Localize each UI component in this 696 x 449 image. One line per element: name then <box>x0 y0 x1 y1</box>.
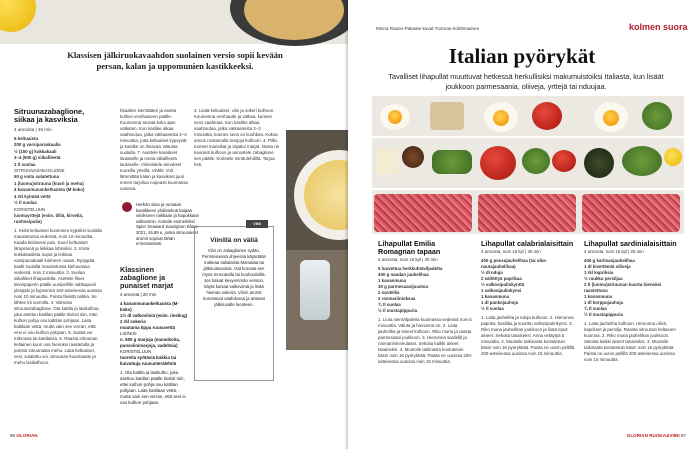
recipe-title: Sitruunazabaglione, siikaa ja kasviksia <box>14 107 85 125</box>
wine-tip: Herkän siian ja runsaan kastikkeen yhdistelmä kaipaa viinikseen raikkaan ja hapokkaan valkoviinin. Kokeile esimerkiksi Spier Seaward Sauvignon Blanc 2021, 16,89 e, jonka sitruunaiset aromit sopivat tähän erinomaisesti. <box>136 202 200 247</box>
ingredient: 1½ dl valkoviiniä (esim. riesling) <box>120 313 188 318</box>
ingredient: 1 dl pankojauhoja <box>481 300 519 306</box>
parmesan-image <box>376 148 398 174</box>
recipe-klassinen-zabaglione <box>120 266 188 406</box>
minced-pork-image <box>478 194 576 232</box>
page-number: 97 <box>680 433 686 438</box>
ingredient: 5 luuvettua herkkuhtävilpaletta <box>378 266 443 272</box>
article-lead: Tavalliset lihapullat muuttuvat hetkessä herkullisiksi makumuistoiksi Italiasta, kun lisäät joukkoon parmesaania, oliiveja, yrttejä tai nduujaa. <box>388 72 664 91</box>
recipe-steps-continued: 3. Lisää keltuaiset, viini ja sokeri kulhoon. Kuumenna vesihaude ja vatkaa, kunnes seos vaahtoaa. Kun kastike alkaa vaahtoutua, jatka vatkaamista 2–3 minuuttia, kunnes seos on kuohkea. Kokoa annos nostamalla marjoja kulhoon. 4. Pilko tuoreet mansikat ja viipaloi marjat. Nosta ne kauniisti kulhoon ja annostele zabaglione sen päälle. Koristele minttulehdillä. Tarjoa heti. <box>194 108 280 167</box>
ingredient: 1 kananmuna <box>584 294 613 300</box>
ingredient: 1 valkosipulinkynsi <box>481 288 522 294</box>
ingredient: 30 g parmesaanijuustoa <box>378 284 429 290</box>
recipe-steps-continued: hitaallen kierrättäen ja asetta kulhon vesihauteen päälle. Kuumenna seosta koko ajan vatkaten. Kun kastike alkaa vaahtoutua, jatka vatkaamista 2–3 minuuttia, jotta keltuaiset kypsyvät ja kastike on ilmavaa. Mausta suolalla. 7. Asettele kasvikset lautaselle ja nosta siikafileetä lautaselle. Viimeistele annokset tuoreilla yrteillä. Vinkki: Voit lämmittää kalan ja kasvikset juuri ennen tarjoilua nopeasti kuumassa uunissa. <box>120 108 188 191</box>
yolk-image <box>603 110 619 126</box>
ingredient: 4 rkl kylmää vettä <box>14 193 51 199</box>
ingredient: ½ (150 g) kukkakaali <box>14 148 57 154</box>
minced-beef-image <box>374 194 472 232</box>
recipe-meta: 4 annosta, noin 16 kpl | 25 min <box>584 249 644 255</box>
wine-icon <box>122 202 132 212</box>
tip-text: Viini on zabaglionen sydän. Perinteisessä ohjeessa käytetään makeaa italialaista Marsalaa tai jälkiruokaviiniä. Voit korvata sen myös moscatolla tai kuohuviinillä. Jos haluat kevyemmän version, käytä kuivaa valkoviiniä ja lisää hieman sokeria. Viinin aromit korostuvat vaahdossa ja antavat jälkiruoalle luonteen. <box>201 248 266 307</box>
ingredient: ½ ruukku persiljaa <box>584 276 623 282</box>
recipe-meta: 4 annosta | 45 min <box>14 126 52 132</box>
ingredient: tuoreita syötäviä kukkia tai kuivattuja ruusunterälehtiä <box>120 355 177 366</box>
magazine-name: GLORIAN RUOKA&VIINI <box>626 433 680 438</box>
dessert-photo <box>286 130 348 350</box>
yolk-image <box>493 110 509 126</box>
ingredient: 400 g naudan jauhelihaa <box>378 272 429 278</box>
ingredient: ½ dl nduja <box>481 270 503 276</box>
tip-tag: VINI <box>246 220 268 228</box>
recipe-continuation-col3 <box>194 108 280 170</box>
ingredient-heading: LISÄKSI <box>120 331 137 336</box>
tip-box <box>194 226 274 381</box>
recipe-steps: 1. Keitä keltuaiset kuorineen kypsiksi suolalla maustetussa vedessä, noin 10 minuuttia. Kaada keitinvesi pois. Kuori keltuaiset lämpiminä ja leikkaa lohkoiksi. 2. Irrota kukkakaalista nuput ja leikkaa varsiparsakaali kotineen osaan. Ryöppää kaalit suolalla maustetussa kiehuvassa vedessä, noin 2 minuuttia. 3. Suolaa siikafileet lihapuolelta. Asettele fileet leivinpaperin päälle uunipellille nahkapuoli ylöspäin ja kypsennä 160-asteisessa uunissa noin 10 minuuttia. Poista fileistä nahka. Se lähtee irti sormilla. 4. Valmista sitruunazabaglione. Ota kattila ja lasikulhoa, joka asettuu kattilan päälle tiiviisti niin, ettei kulhon pohja osu kattilan pohjaan. Laita kattilaan vettä, mutta vain sen verran, että vesi ei osu kulhon pohjaan. 5. Sulata voi mikrossa tai kattilassa. 6. Raasta sitruunan keltainen kuori osa hienoksi raastetulla ja purista sitruunasta mehu. Laita keltuaiset, vesi, sulatettu voi, sitruunan kuoriraaste ja mehu lasikulhoon. <box>14 227 102 365</box>
top-food-photo <box>0 0 348 44</box>
ingredient: 400 g possujauhelihaa (tai sika-nautajauhelihaa) <box>481 258 547 270</box>
recipe-steps: 1. Liota sienivilpaleita kuumassa vedessä noin 5 minuuttia. Valuta ja hienonna ne. 2. Laita jauheliha ja sienet kulhoon. Riko muna ja raasta parmesaani joukkoon. 3. Hienonna sardellit ja rosmariininneulaset. Sekoita kaikki aineet tasaiseksi. 4. Muotoile taikinasta kostutetuin käsin noin 16 pyörykkää. Paista ne uunissa 200-asteisessa uunissa noin 15 minuuttia. <box>378 317 473 365</box>
recipe-continuation <box>120 108 188 194</box>
page-number: 96 <box>10 433 16 438</box>
page-folio-left <box>10 433 38 438</box>
ingredient: ¾ tl suolaa <box>584 306 607 312</box>
glass-image <box>300 260 330 320</box>
bread-image <box>430 102 464 130</box>
recipe-sitruunazabaglione <box>14 108 102 368</box>
yolk-image <box>388 110 402 124</box>
ingredient: 2 sardellia <box>378 290 400 296</box>
paprika-image <box>552 150 576 172</box>
recipe-title: Klassinen zabaglione ja punaiset marjat <box>120 265 174 290</box>
lemon-image <box>664 148 682 166</box>
page-folio-right <box>627 433 686 438</box>
ingredient: ¾ tl suolaa <box>378 302 401 308</box>
ingredient: 1 rkl kapriksia <box>584 270 614 276</box>
basil-image <box>522 148 550 174</box>
byline: Minna Rautio-Pakaste kuvat Tuomas Kolehmainen <box>376 26 480 31</box>
ingredient: n. 500 g marjoja (mansikoita, punaviinimarjoja, vadelmia) <box>120 337 181 348</box>
photo-row-1 <box>372 96 684 136</box>
minced-lamb-image <box>582 194 680 232</box>
recipe-sardinia <box>584 240 679 363</box>
ingredient: ½ tl suolaa <box>14 200 37 206</box>
recipe-meta: 4 annosta | 20 min <box>120 292 157 297</box>
recipe-steps: 1. Laita jauheliha ja nduja kulhoon. 2. Hienonna paprika, basilika ja kuorittu valkosipulinkynsi. 3. Riko muna jauhelihan joukkoon ja lisää loput aineet. Sekoita tasaiseksi. Anna vetäytyä 5 minuuttia. 4. Muotoile taikinasta kostutetuin käsin noin 16 pyörykkää. Paista ne uunin pellillä 200-asteisessa uunissa noin 15 minuuttia. <box>481 315 575 357</box>
ingredient: luomuyrttejä (esim. tilliä, kirveliä, ruohosipulia) <box>14 212 84 224</box>
recipe-calabria <box>481 240 576 357</box>
ingredient: 4 kananmunankeltuaista (M-koko) <box>120 301 179 312</box>
magazine-name: GLORIAN <box>16 433 38 438</box>
ingredient: ½ tl mustapippuria <box>584 312 624 318</box>
intro-text: Klassisen jälkiruokavaahdon suolainen versio sopii kevään persan, kalan ja uppomunien kastikkeeksi. <box>67 50 283 71</box>
recipe-emilia-romagna <box>378 240 473 365</box>
ingredient: muutama tippa ruusuvettä <box>120 325 175 330</box>
recipe-meta: 4 annosta, noin 16 kpl | 30 min <box>378 257 438 263</box>
ingredient: 2 rkl sokeria <box>120 319 146 324</box>
ingredient: 400 g karitsanjauhelihaa <box>584 258 635 264</box>
ingredient: 2 rosmariinioksaa <box>378 296 416 302</box>
ingredient-heading: KORISTELUUN <box>14 206 46 212</box>
ingredient: 2 säilöttyä paprikaa <box>481 276 522 282</box>
recipe-title: Lihapullat Emilia Romagnan tapaan <box>378 239 441 257</box>
section-label: kolmen suora <box>629 22 688 32</box>
photo-row-2 <box>372 138 684 188</box>
olives-image <box>642 102 672 130</box>
ingredient: 2 tl (luomu)sitruunan kuorta hienoksi raastettuna <box>584 282 662 294</box>
recipe-steps: 1. Ota kattila ja lasikulho, joka asettuu kattilan päälle tiiviisti niin, ettei kulhon pohja osu kattilan pohjaan. Laita kattilaan vettä, mutta vain sen verran, että vesi ei osu kulhon pohjaan. <box>120 370 186 405</box>
photo-row-3 <box>372 190 684 234</box>
ingredient: ½ tl mustapippuria <box>378 308 418 314</box>
recipe-title: Lihapullat sardinialaisittain <box>584 239 677 248</box>
ingredient: 4 kananmunankeltuaista (M-koko) <box>14 187 85 193</box>
right-page <box>348 0 696 449</box>
ingredient: 1 (luomu)sitruuna (kuori ja mehu) <box>14 180 84 186</box>
tip-title: Viinillä on väliä <box>210 237 258 244</box>
recipe-meta: 4 annosta, noin 16 kpl | 30 min <box>481 249 541 255</box>
ingredient: 50 g voita sulatettuna <box>14 174 59 180</box>
ingredient: 1 tl suolaa <box>14 161 36 167</box>
ingredient: 1 dl kivettömiä oliiveja <box>584 264 631 270</box>
ingredient: 1 kananmuna <box>481 294 510 300</box>
olives-image <box>584 148 614 178</box>
nduja-image <box>480 146 516 180</box>
rosemary-image <box>432 150 472 174</box>
ingredient: ½ valkosipulinkynttä <box>481 282 525 288</box>
ingredient: ½ tl suolaa <box>481 306 504 312</box>
lemon-image <box>0 0 36 32</box>
ingredient: 6 keltuaista <box>14 135 38 141</box>
ingredient: 3–4 (500 g) siikafileetä <box>14 155 61 161</box>
recipe-title: Lihapullat calabrialaisittain <box>481 239 574 248</box>
ingredient: 1 dl korppujauhoja <box>584 300 624 306</box>
parsley-image <box>622 146 662 176</box>
recipe-steps: 1. Laita jauheliha kulhoon. Hienonna oliivit, kaprikset ja persilja. Raasta sitruunan keltainen kuorosa. 2. Riko muna jauhelihan joukkoon. Sekoita kaikki aineet tasaiseksi. 3. Muotoile taikinasta kostutetuin käsin noin 16 pyörykkää. Paista ne uunin pellillä 200-asteisessa uunissa noin 15 minuuttia. <box>584 321 676 363</box>
ingredient-heading: KORISTELUUN <box>120 349 152 354</box>
article-title: Italian pyörykät <box>448 44 596 68</box>
pepper-image <box>532 102 562 130</box>
mushroom-image <box>402 146 424 168</box>
ingredient-heading: SITRUUNAZABAGLIONE <box>14 168 65 174</box>
ingredient: 200 g varsiparsakaalia <box>14 142 61 148</box>
ingredient: 1 kananmuna <box>378 278 407 284</box>
